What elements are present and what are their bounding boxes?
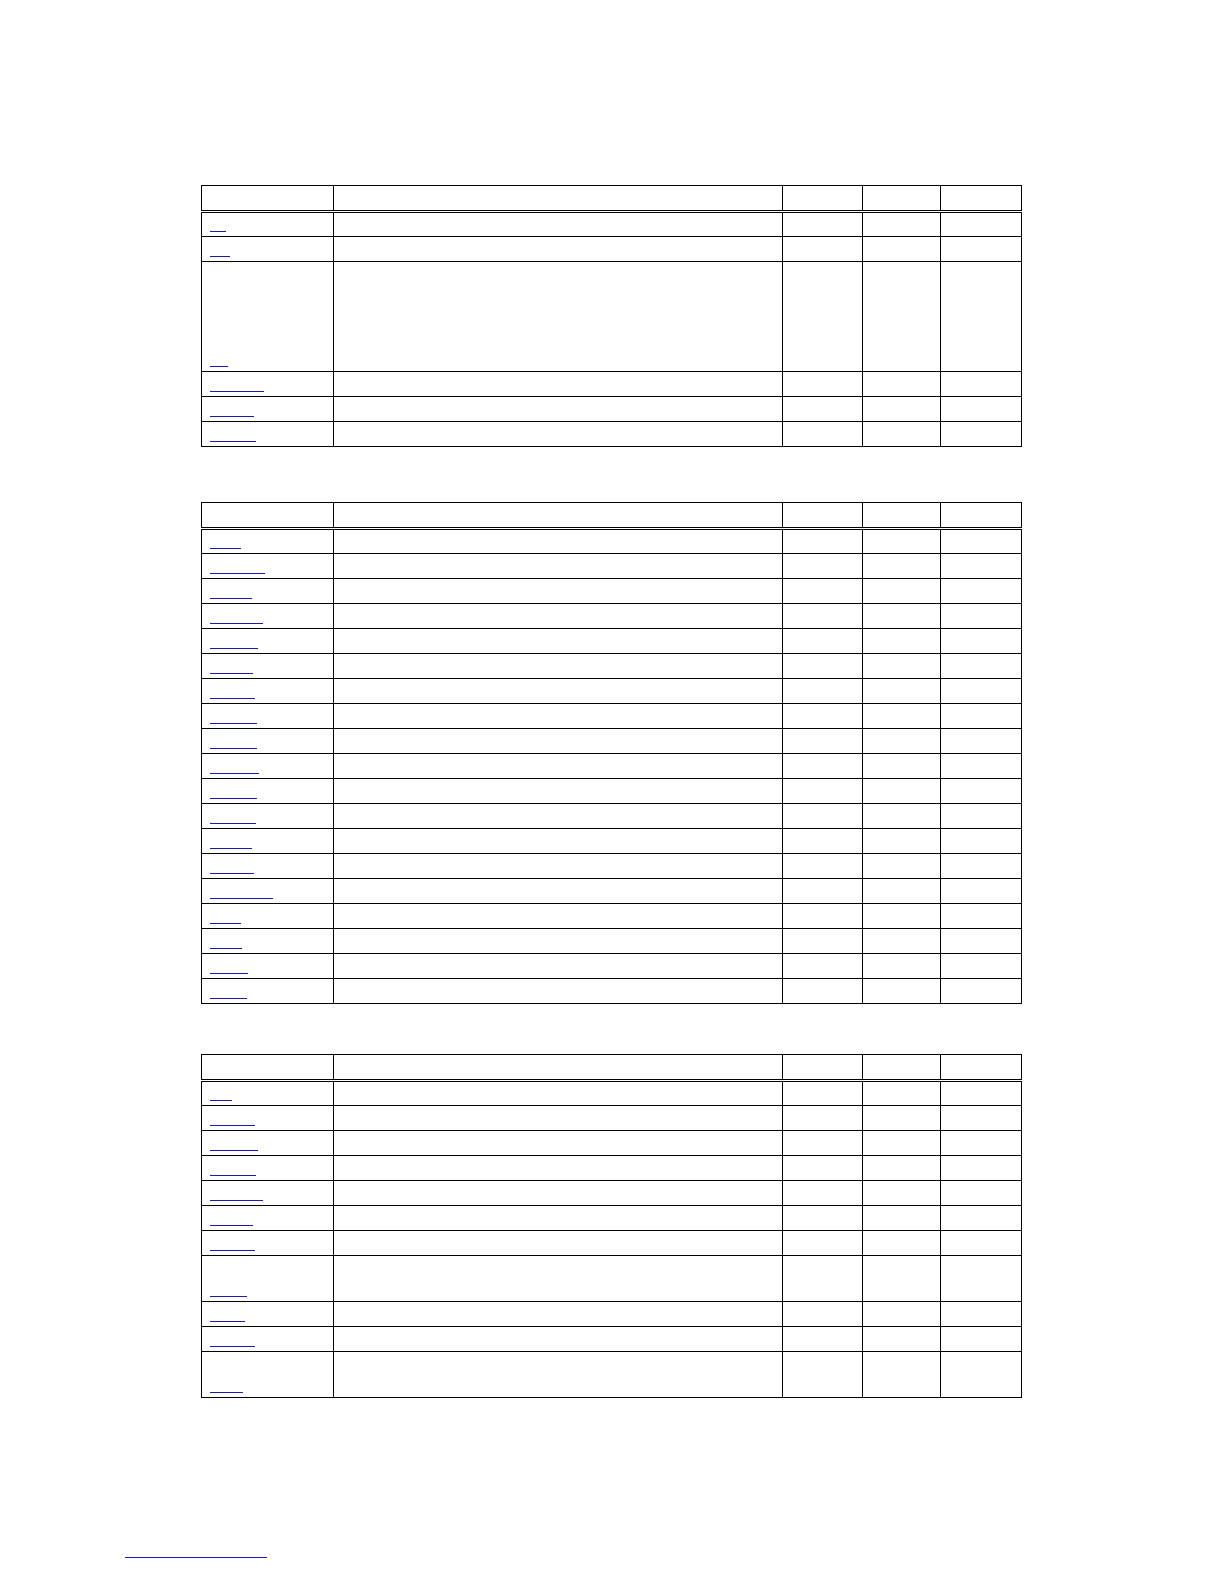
link-cell: [202, 1256, 334, 1302]
row-link[interactable]: [210, 973, 248, 974]
table-cell: [863, 629, 941, 654]
link-cell: [202, 704, 334, 729]
table-cell: [334, 1106, 783, 1131]
table-cell: [334, 1231, 783, 1256]
table-row: [202, 372, 1022, 397]
row-link[interactable]: [210, 231, 226, 232]
table-cell: [334, 1302, 783, 1327]
row-link[interactable]: [210, 1100, 232, 1101]
table-cell: [334, 1256, 783, 1302]
table-cell: [783, 1131, 863, 1156]
link-cell: [202, 1206, 334, 1231]
link-cell: [202, 1352, 334, 1398]
link-cell: [202, 604, 334, 629]
table-row: [202, 904, 1022, 929]
table-cell: [863, 979, 941, 1004]
table-cell: [334, 1352, 783, 1398]
link-cell: [202, 1327, 334, 1352]
table-row: [202, 729, 1022, 754]
table-cell: [941, 1181, 1022, 1206]
table-cell: [863, 1352, 941, 1398]
row-link[interactable]: [210, 773, 259, 774]
table-cell: [334, 212, 783, 237]
table-cell: [783, 1106, 863, 1131]
link-cell: [202, 579, 334, 604]
link-cell: [202, 929, 334, 954]
table-cell: [941, 879, 1022, 904]
table-cell: [941, 1206, 1022, 1231]
table-header-row: [202, 503, 1022, 529]
table-row: [202, 554, 1022, 579]
table-cell: [783, 679, 863, 704]
row-link[interactable]: [210, 598, 252, 599]
row-link[interactable]: [210, 623, 263, 624]
table-row: [202, 754, 1022, 779]
table-cell: [334, 704, 783, 729]
table-cell: [863, 929, 941, 954]
table-cell: [863, 1231, 941, 1256]
table-row: [202, 1327, 1022, 1352]
table-cell: [783, 829, 863, 854]
table-cell: [783, 929, 863, 954]
table-cell: [941, 1256, 1022, 1302]
table-cell: [863, 954, 941, 979]
table-cell: [334, 979, 783, 1004]
table-row: [202, 779, 1022, 804]
table-cell: [334, 929, 783, 954]
row-link[interactable]: [210, 648, 258, 649]
row-link[interactable]: [210, 416, 254, 417]
table-cell: [941, 1131, 1022, 1156]
table-row: [202, 1181, 1022, 1206]
table-cell: [863, 879, 941, 904]
table-cell: [941, 629, 1022, 654]
table-cell: [941, 237, 1022, 262]
table-cell: [941, 729, 1022, 754]
link-cell: [202, 1131, 334, 1156]
link-cell: [202, 804, 334, 829]
header-cell: [334, 503, 783, 529]
row-link[interactable]: [210, 1321, 245, 1322]
row-link[interactable]: [210, 723, 257, 724]
table-cell: [941, 754, 1022, 779]
link-cell: [202, 1106, 334, 1131]
row-link[interactable]: [210, 1225, 253, 1226]
table-row: [202, 679, 1022, 704]
table-cell: [783, 804, 863, 829]
table-cell: [783, 879, 863, 904]
table-cell: [941, 1327, 1022, 1352]
link-cell: [202, 779, 334, 804]
table-cell: [783, 212, 863, 237]
table-cell: [334, 397, 783, 422]
link-cell: [202, 954, 334, 979]
table-row: [202, 879, 1022, 904]
table-cell: [783, 954, 863, 979]
table-cell: [334, 237, 783, 262]
table-cell: [941, 1081, 1022, 1106]
table-cell: [941, 1302, 1022, 1327]
table-row: [202, 262, 1022, 372]
header-cell: [783, 186, 863, 212]
table-cell: [863, 262, 941, 372]
table-row: [202, 1352, 1022, 1398]
table-cell: [783, 729, 863, 754]
row-link[interactable]: [210, 698, 255, 699]
header-cell: [783, 1055, 863, 1081]
table-cell: [783, 1081, 863, 1106]
table-row: [202, 654, 1022, 679]
header-cell: [941, 1055, 1022, 1081]
header-cell: [202, 1055, 334, 1081]
link-cell: [202, 629, 334, 654]
link-cell: [202, 729, 334, 754]
table-cell: [941, 804, 1022, 829]
table-cell: [334, 1156, 783, 1181]
link-cell: [202, 237, 334, 262]
table-cell: [783, 1352, 863, 1398]
table-cell: [863, 397, 941, 422]
footnote-link-rule[interactable]: [125, 1557, 267, 1558]
table-cell: [334, 804, 783, 829]
table-row: [202, 629, 1022, 654]
link-cell: [202, 372, 334, 397]
table-cell: [863, 729, 941, 754]
table-cell: [783, 704, 863, 729]
header-cell: [863, 503, 941, 529]
table-cell: [863, 1181, 941, 1206]
row-link[interactable]: [210, 1175, 256, 1176]
table-cell: [863, 604, 941, 629]
table-cell: [863, 554, 941, 579]
table-cell: [941, 979, 1022, 1004]
table-cell: [334, 554, 783, 579]
table-cell: [334, 629, 783, 654]
link-cell: [202, 422, 334, 447]
table-cell: [783, 579, 863, 604]
header-cell: [202, 503, 334, 529]
table-cell: [863, 422, 941, 447]
table-cell: [863, 1256, 941, 1302]
table-cell: [783, 854, 863, 879]
table-cell: [783, 1302, 863, 1327]
table-cell: [783, 529, 863, 554]
table-cell: [783, 422, 863, 447]
row-link[interactable]: [210, 1125, 255, 1126]
table-cell: [783, 1181, 863, 1206]
row-link[interactable]: [210, 256, 230, 257]
table-cell: [941, 262, 1022, 372]
table-cell: [863, 704, 941, 729]
table-cell: [334, 579, 783, 604]
table-cell: [783, 372, 863, 397]
row-link[interactable]: [210, 1392, 243, 1393]
row-link[interactable]: [210, 548, 241, 549]
table-row: [202, 604, 1022, 629]
link-cell: [202, 1302, 334, 1327]
row-link[interactable]: [210, 1346, 255, 1347]
link-cell: [202, 754, 334, 779]
table-cell: [783, 779, 863, 804]
table-cell: [334, 854, 783, 879]
table-cell: [334, 829, 783, 854]
table-cell: [334, 1181, 783, 1206]
table-cell: [783, 1206, 863, 1231]
table-row: [202, 397, 1022, 422]
table-row: [202, 704, 1022, 729]
table-row: [202, 1156, 1022, 1181]
table-cell: [941, 422, 1022, 447]
table-cell: [783, 654, 863, 679]
link-cell: [202, 262, 334, 372]
link-cell: [202, 1231, 334, 1256]
table-cell: [941, 654, 1022, 679]
row-link[interactable]: [210, 1150, 258, 1151]
table-cell: [941, 212, 1022, 237]
table-cell: [334, 904, 783, 929]
link-cell: [202, 679, 334, 704]
table-cell: [783, 754, 863, 779]
table-cell: [863, 679, 941, 704]
table-cell: [863, 1327, 941, 1352]
table-2: [201, 502, 1022, 1004]
table-cell: [334, 1206, 783, 1231]
table-cell: [863, 1206, 941, 1231]
link-cell: [202, 397, 334, 422]
table-cell: [783, 397, 863, 422]
link-cell: [202, 904, 334, 929]
table-cell: [863, 854, 941, 879]
table-cell: [334, 779, 783, 804]
header-cell: [941, 503, 1022, 529]
table-cell: [783, 1256, 863, 1302]
link-cell: [202, 829, 334, 854]
table-cell: [941, 1231, 1022, 1256]
table-cell: [941, 1156, 1022, 1181]
table-row: [202, 579, 1022, 604]
table-cell: [863, 829, 941, 854]
table-cell: [334, 604, 783, 629]
row-link[interactable]: [210, 391, 264, 392]
table-cell: [783, 554, 863, 579]
table-cell: [941, 579, 1022, 604]
row-link[interactable]: [210, 998, 247, 999]
link-cell: [202, 854, 334, 879]
table-cell: [941, 554, 1022, 579]
table-cell: [334, 654, 783, 679]
header-cell: [941, 186, 1022, 212]
table-cell: [334, 1081, 783, 1106]
table-cell: [863, 212, 941, 237]
row-link[interactable]: [210, 441, 256, 442]
header-cell: [863, 1055, 941, 1081]
row-link[interactable]: [210, 798, 257, 799]
table-cell: [863, 1131, 941, 1156]
table-cell: [863, 1302, 941, 1327]
table-cell: [783, 237, 863, 262]
row-link[interactable]: [210, 948, 242, 949]
table-cell: [783, 629, 863, 654]
row-link[interactable]: [210, 1250, 255, 1251]
table-cell: [863, 1156, 941, 1181]
table-cell: [783, 979, 863, 1004]
row-link[interactable]: [210, 873, 254, 874]
table-row: [202, 237, 1022, 262]
table-row: [202, 1206, 1022, 1231]
table-cell: [334, 529, 783, 554]
table-header-row: [202, 186, 1022, 212]
table-cell: [863, 1081, 941, 1106]
table-1: [201, 185, 1022, 447]
row-link[interactable]: [210, 1296, 247, 1297]
table-cell: [863, 754, 941, 779]
table-row: [202, 829, 1022, 854]
table-cell: [941, 397, 1022, 422]
table-cell: [334, 1327, 783, 1352]
table-cell: [941, 372, 1022, 397]
table-cell: [334, 754, 783, 779]
row-link[interactable]: [210, 848, 252, 849]
table-row: [202, 1106, 1022, 1131]
table-cell: [941, 929, 1022, 954]
table-cell: [783, 1156, 863, 1181]
table-cell: [863, 579, 941, 604]
table-cell: [941, 854, 1022, 879]
table-cell: [334, 879, 783, 904]
header-cell: [202, 186, 334, 212]
table-cell: [941, 954, 1022, 979]
table-cell: [941, 604, 1022, 629]
table-cell: [941, 904, 1022, 929]
table-cell: [941, 679, 1022, 704]
table-cell: [941, 704, 1022, 729]
table-row: [202, 529, 1022, 554]
row-link[interactable]: [210, 673, 253, 674]
table-cell: [334, 679, 783, 704]
table-cell: [863, 804, 941, 829]
table-cell: [783, 904, 863, 929]
link-cell: [202, 554, 334, 579]
row-link[interactable]: [210, 823, 256, 824]
table-row: [202, 929, 1022, 954]
table-cell: [783, 1327, 863, 1352]
table-cell: [334, 422, 783, 447]
row-link[interactable]: [210, 748, 257, 749]
link-cell: [202, 1181, 334, 1206]
table-row: [202, 854, 1022, 879]
row-link[interactable]: [210, 573, 265, 574]
header-cell: [783, 503, 863, 529]
row-link[interactable]: [210, 366, 228, 367]
table-cell: [863, 654, 941, 679]
table-row: [202, 1081, 1022, 1106]
table-cell: [863, 1106, 941, 1131]
table-cell: [863, 529, 941, 554]
header-cell: [334, 1055, 783, 1081]
link-cell: [202, 979, 334, 1004]
table-row: [202, 1256, 1022, 1302]
table-cell: [334, 262, 783, 372]
table-cell: [941, 1352, 1022, 1398]
table-row: [202, 954, 1022, 979]
table-cell: [863, 372, 941, 397]
table-cell: [863, 779, 941, 804]
link-cell: [202, 654, 334, 679]
link-cell: [202, 1081, 334, 1106]
table-cell: [941, 1106, 1022, 1131]
table-row: [202, 804, 1022, 829]
table-cell: [941, 529, 1022, 554]
table-row: [202, 212, 1022, 237]
table-cell: [941, 829, 1022, 854]
table-cell: [863, 237, 941, 262]
table-cell: [334, 954, 783, 979]
table-cell: [334, 1131, 783, 1156]
link-cell: [202, 1156, 334, 1181]
table-cell: [941, 779, 1022, 804]
table-cell: [863, 904, 941, 929]
table-row: [202, 979, 1022, 1004]
table-cell: [783, 604, 863, 629]
row-link[interactable]: [210, 1200, 263, 1201]
link-cell: [202, 879, 334, 904]
table-cell: [783, 262, 863, 372]
header-cell: [863, 186, 941, 212]
table-cell: [783, 1231, 863, 1256]
table-cell: [334, 372, 783, 397]
table-row: [202, 1231, 1022, 1256]
link-cell: [202, 529, 334, 554]
row-link[interactable]: [210, 923, 241, 924]
table-header-row: [202, 1055, 1022, 1081]
table-row: [202, 1131, 1022, 1156]
table-row: [202, 422, 1022, 447]
table-row: [202, 1302, 1022, 1327]
table-3: [201, 1054, 1022, 1398]
table-cell: [334, 729, 783, 754]
header-cell: [334, 186, 783, 212]
row-link[interactable]: [210, 898, 273, 899]
link-cell: [202, 212, 334, 237]
